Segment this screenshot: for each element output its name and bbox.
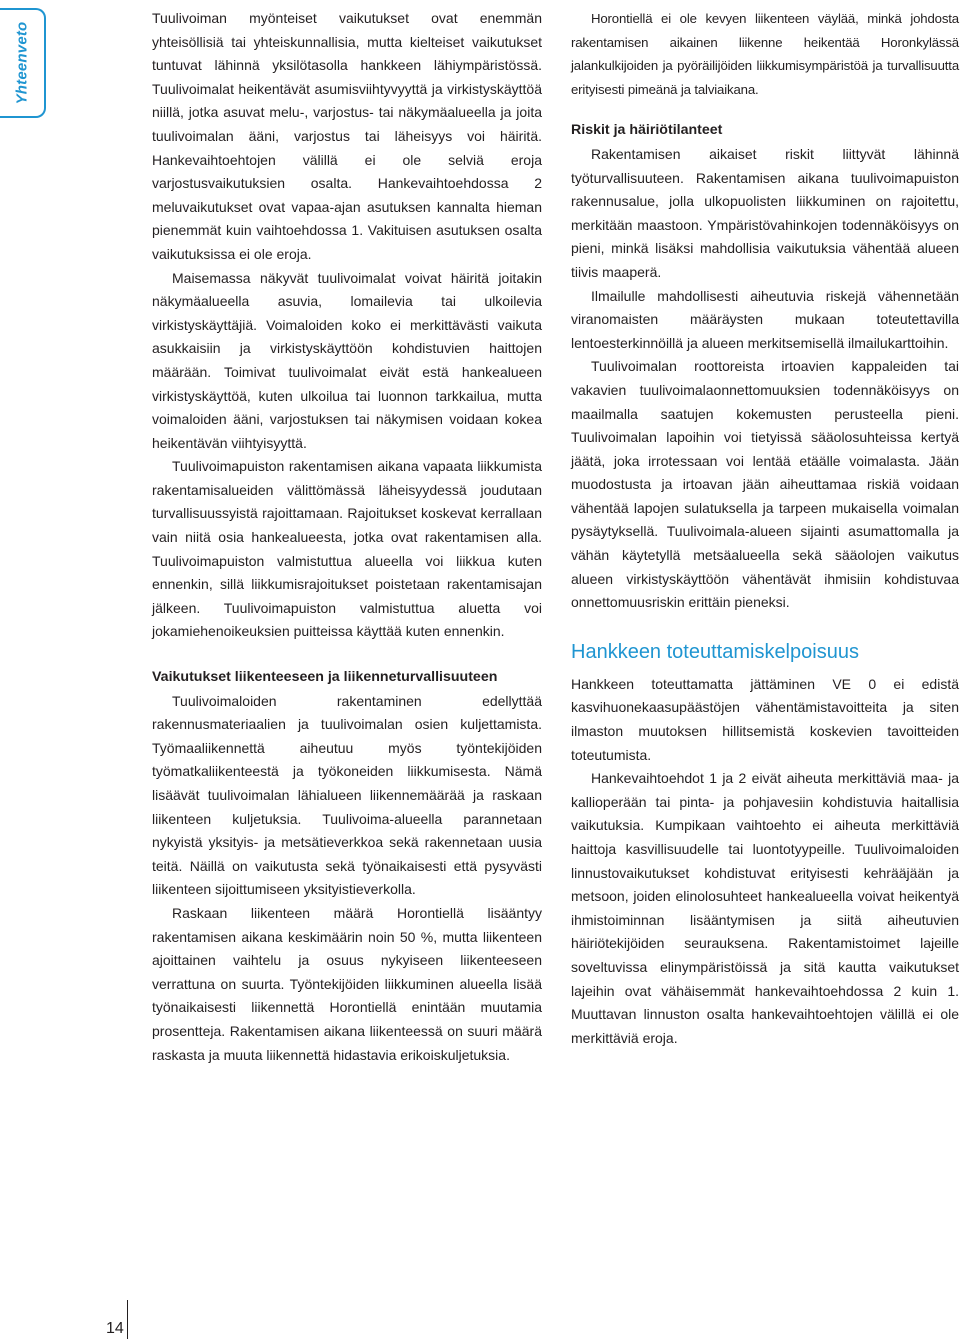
body-paragraph: Ilmailulle mahdollisesti aiheutuvia riskejä vähennetään viranomaisten määräysten mukaan toteutettavilla lentoesterkinnöillä ja alueen merkitsemisellä ilmailukarttoihin. <box>571 287 959 351</box>
body-paragraph: Tuulivoimaloiden rakentaminen edellyttää rakennusmateriaalien ja tuulivoimalan osien kuljettamista. Työmaaliikennettä aiheutuu myös työntekijöiden työmatkaliikenteestä ja työkoneiden liikkumisesta. Nämä lisäävät tuulivoimalan lähialueen liikennemäärää ja raskaan liikenteen kuljetuksia. Tuulivoima-alueella parannetaan nykyistä yksityis- ja metsätieverkkoa sekä rakennetaan uusia teitä. Näillä on vaikutusta sekä työnaikaisesti että pysyvästi liikenteen sijoittumiseen yksityistieverkolla. <box>152 692 542 898</box>
left-column <box>152 7 542 1067</box>
body-paragraph: Horontiellä ei ole kevyen liikenteen väylää, minkä johdosta rakentamisen aikainen liikenne heikentää Horonkylässä jalankulkijoiden ja pyöräilijöiden liikkumisympäristöä ja turvallisuutta erityisesti pimeänä ja talviaikana. <box>571 11 959 97</box>
traffic-heading: Vaikutukset liikenteeseen ja liikenneturvallisuuteen <box>152 669 498 686</box>
body-paragraph: Tuulivoimalan roottoreista irtoavien kappaleiden tai vakavien tuulivoimalaonnettomuuksien todennäköisyys on maailmalla saatujen kokemusten perusteella pieni. Tuulivoimalan lapoihin voi tietyissä sääolosuhteissa kertyä jäätä, joka irrotessaan voi lentää etäälle voimalasta. Jään muodostusta ja irtoavan jään aiheuttamaa riskiä voidaan vähentää lapojen sulatuksella ja tarpeen mukaisella voimalan pysäytyksellä. Tuulivoimala-alueen sijainti asumattomalla ja vähän käytetyllä metsäalueella sekä sääolojen vaikutus alueen virkistyskäyttöön vähentävät ihmisiin kohdistuvaa onnettomuusriskin erittäin pieneksi. <box>571 358 959 611</box>
body-paragraph: Hankkeen toteuttamatta jättäminen VE 0 ei edistä kasvihuonekaasupäästöjen vähentämistavoitteita ja siten ilmaston muutoksen hillitsemistä koskevien tavoitteiden toteutumista. <box>571 675 959 763</box>
body-paragraph: Maisemassa näkyvät tuulivoimalat voivat häiritä joitakin näkymäalueella asuvia, lomailevia tai ulkoilevia virkistyskäyttäjiä. Voimaloiden koko ei merkittävästi vaikuta asukkaisiin ja virkistyskäyttöön kohdistuvien haittojen määrään. Toimivat tuulivoimalat eivät estä hankealueen virkistyskäyttöä, kuten ulkoilua tai luonnon tarkkailua, mutta voimaloiden ääni, varjostuksen tai näkymisen voidaan kokea heikentävän viihtyisyyttä. <box>152 269 542 451</box>
section-tab[interactable] <box>0 8 46 118</box>
body-paragraph: Rakentamisen aikaiset riskit liittyvät lähinnä työturvallisuuteen. Rakentamisen aikana tuulivoimapuiston rakennusalue, jolla ulkopuolisten liikkuminen on rajoitettu, merkitään maastoon. Ympäristövahinkojen todennäköisyys on pieni, minkä lisäksi mahdollisia vaikutuksia vähentää alueen tiivis maaperä. <box>571 145 959 280</box>
feasibility-heading: Hankkeen toteuttamiskelpoisuus <box>571 640 859 663</box>
body-paragraph: Raskaan liikenteen määrä Horontiellä lisääntyy rakentamisen aikana keskimäärin noin 50 %, mutta liikenteen ajoittainen vaihtelu ja osuus nykyiseen liikenteeseen verrattuna on suurta. Työntekijöiden liikkuminen alueella lisää työnaikaisesti liikennettä Horontiellä enintään muutamia prosentteja. Rakentamisen aikana liikenteessä on suuri määrä raskasta ja muuta liikennettä hidastavia erikoiskuljetuksia. <box>152 904 542 1063</box>
right-column <box>571 7 959 1050</box>
body-paragraph: Tuulivoiman myönteiset vaikutukset ovat enemmän yhteisöllisiä tai yhteiskunnallisia, mutta kielteiset vaikutukset tuntuvat lähinnä yksilötasolla hankkeen lähiympäristössä. Tuulivoimalat heikentävät asumisviihtyvyyttä ja virkistyskäyttöä niillä, jotka asuvat melu-, varjostus- tai näkymäalueella ja joita tuulivoimalan ääni, varjostus tai läheisyys voi häiritä. Hankevaihtoehtojen välillä ei ole selviä eroja varjostusvaikutuksien osalta. Hankevaihtoehdossa 2 meluvaikutukset ovat vapaa-ajan asutuksen kannalta hieman pienemmät kuin vaihtoehdossa 1. Vakituisen asutuksen osalta vaikutuksissa ei ole eroja. <box>152 10 542 262</box>
page-edge-rule <box>127 1300 128 1339</box>
body-paragraph: Hankevaihtoehdot 1 ja 2 eivät aiheuta merkittäviä maa- ja kallioperään tai pinta- ja pohjavesiin kohdistuvia haitallisia vaikutuksia. Kumpikaan vaihtoehto ei aiheuta merkittäviä haittoja kasvillisuudelle tai luontotyypeille. Tuulivoimaloiden linnustovaikutukset kohdistuvat erityisesti kehrääjään ja metsoon, joiden elinolosuhteet hankealueella voivat heikentyä ihmistoiminnan lisääntymisen ja siitä aiheutuvien häiriötekijöiden seurauksena. Rakentamistoimet lajeille soveltuvissa elinympäristöissä ja sitä kautta vaikutukset lajeihin ovat vähäisemmät hankevaihtoehdossa 2 kuin 1. Muuttavan linnuston osalta hankevaihtoehtojen välillä ei ole merkittäviä eroja. <box>571 770 959 1046</box>
page-number: 14 <box>106 1320 124 1337</box>
body-paragraph: Tuulivoimapuiston rakentamisen aikana vapaata liikkumista rakentamisalueiden välittömässä läheisyydessä joudutaan turvallisuussyistä rajoittamaan. Rajoitukset koskevat kerrallaan vain niitä osia hankealueesta, jotka ovat rakentamisen alla. Tuulivoimapuiston valmistuttua alueella voi liikkua kuten ennenkin, sillä liikkumisrajoitukset poistetaan rakentamisajan jälkeen. Tuulivoimapuiston valmistuttua aluetta voi jokamiehenoikeuksien puitteissa käyttää kuten ennenkin. <box>152 458 542 640</box>
risks-heading: Riskit ja häiriötilanteet <box>571 122 723 139</box>
section-tab-label: Yhteenveto <box>13 21 31 105</box>
